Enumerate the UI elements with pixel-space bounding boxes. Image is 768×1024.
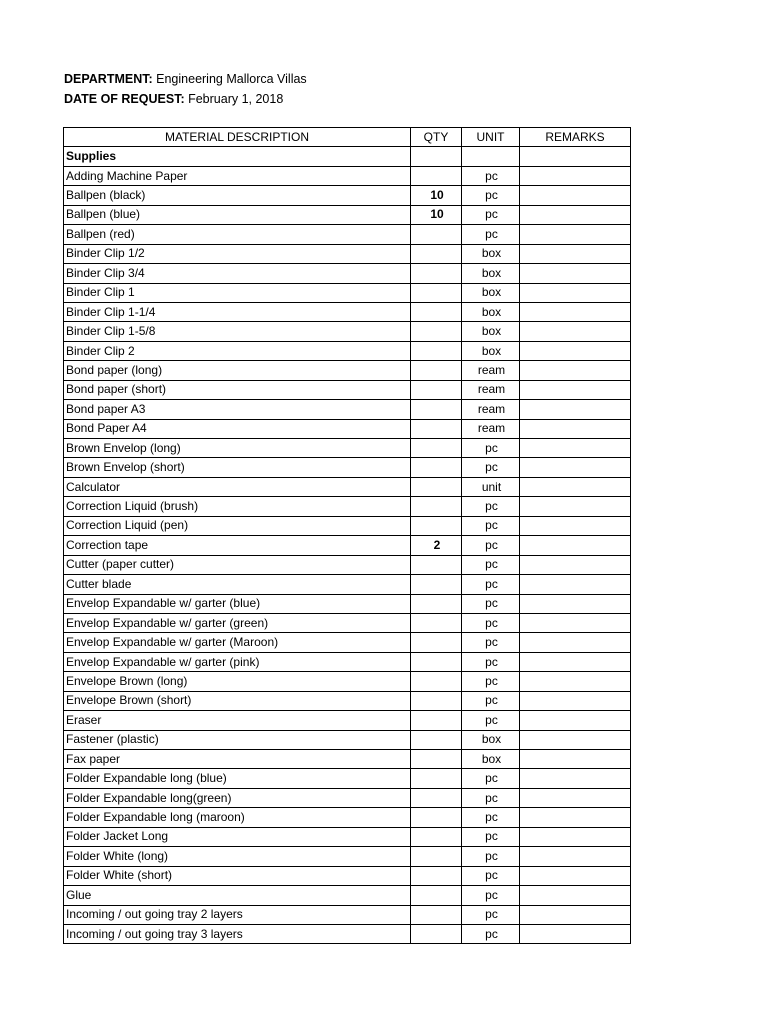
qty-cell — [411, 672, 462, 691]
section-title: Supplies — [64, 147, 411, 166]
remarks-cell — [520, 827, 631, 846]
remarks-cell — [520, 166, 631, 185]
unit-cell: pc — [462, 594, 520, 613]
unit-cell: ream — [462, 361, 520, 380]
remarks-cell — [520, 555, 631, 574]
qty-cell — [411, 788, 462, 807]
table-row — [64, 341, 631, 360]
table-row — [64, 380, 631, 399]
table-row — [64, 672, 631, 691]
qty-cell — [411, 691, 462, 710]
column-header-qty: QTY — [411, 128, 462, 147]
unit-cell: pc — [462, 633, 520, 652]
column-header-unit: UNIT — [462, 128, 520, 147]
remarks-cell — [520, 419, 631, 438]
remarks-cell — [520, 633, 631, 652]
table-row — [64, 555, 631, 574]
desc-cell: Glue — [64, 886, 411, 905]
table-row — [64, 302, 631, 321]
remarks-cell — [520, 905, 631, 924]
remarks-cell — [520, 924, 631, 943]
table-row — [64, 575, 631, 594]
table-row — [64, 769, 631, 788]
desc-cell: Folder Jacket Long — [64, 827, 411, 846]
qty-cell — [411, 283, 462, 302]
table-row — [64, 400, 631, 419]
desc-cell: Folder Expandable long (blue) — [64, 769, 411, 788]
table-row — [64, 886, 631, 905]
department-value: Engineering Mallorca Villas — [156, 72, 307, 86]
table-row — [64, 808, 631, 827]
qty-cell — [411, 613, 462, 632]
qty-cell — [411, 341, 462, 360]
department-line — [64, 70, 307, 90]
table-row — [64, 788, 631, 807]
desc-cell: Folder White (short) — [64, 866, 411, 885]
remarks-cell — [520, 594, 631, 613]
qty-cell — [411, 497, 462, 516]
desc-cell: Envelop Expandable w/ garter (Maroon) — [64, 633, 411, 652]
desc-cell: Eraser — [64, 711, 411, 730]
qty-cell — [411, 361, 462, 380]
table-row — [64, 594, 631, 613]
desc-cell: Envelop Expandable w/ garter (pink) — [64, 652, 411, 671]
remarks-cell — [520, 691, 631, 710]
unit-cell: box — [462, 341, 520, 360]
qty-cell — [411, 886, 462, 905]
remarks-cell — [520, 225, 631, 244]
remarks-cell — [520, 808, 631, 827]
table-row — [64, 750, 631, 769]
qty-cell — [411, 516, 462, 535]
table-row — [64, 711, 631, 730]
unit-cell: box — [462, 322, 520, 341]
desc-cell: Ballpen (blue) — [64, 205, 411, 224]
table-row — [64, 652, 631, 671]
unit-cell: pc — [462, 458, 520, 477]
desc-cell: Brown Envelop (long) — [64, 439, 411, 458]
date-value: February 1, 2018 — [188, 91, 284, 106]
table-row — [64, 166, 631, 185]
unit-cell: pc — [462, 924, 520, 943]
remarks-cell — [520, 264, 631, 283]
remarks-cell — [520, 244, 631, 263]
unit-cell — [462, 147, 520, 166]
date-line — [64, 90, 307, 110]
remarks-cell — [520, 575, 631, 594]
remarks-cell — [520, 866, 631, 885]
remarks-cell — [520, 186, 631, 205]
table-row — [64, 322, 631, 341]
unit-cell: pc — [462, 613, 520, 632]
unit-cell: pc — [462, 886, 520, 905]
qty-cell — [411, 750, 462, 769]
remarks-cell — [520, 730, 631, 749]
qty-cell — [411, 244, 462, 263]
table-row — [64, 536, 631, 555]
desc-cell: Envelope Brown (short) — [64, 691, 411, 710]
qty-cell — [411, 458, 462, 477]
unit-cell: box — [462, 283, 520, 302]
desc-cell: Correction Liquid (pen) — [64, 516, 411, 535]
remarks-cell — [520, 672, 631, 691]
qty-cell — [411, 652, 462, 671]
qty-cell — [411, 730, 462, 749]
table-row — [64, 186, 631, 205]
desc-cell: Correction Liquid (brush) — [64, 497, 411, 516]
unit-cell: pc — [462, 536, 520, 555]
unit-cell: pc — [462, 166, 520, 185]
qty-cell — [411, 594, 462, 613]
table-row — [64, 497, 631, 516]
remarks-cell — [520, 652, 631, 671]
remarks-cell — [520, 361, 631, 380]
remarks-cell — [520, 147, 631, 166]
unit-cell: unit — [462, 477, 520, 496]
desc-cell: Fax paper — [64, 750, 411, 769]
desc-cell: Ballpen (black) — [64, 186, 411, 205]
remarks-cell — [520, 458, 631, 477]
unit-cell: pc — [462, 691, 520, 710]
qty-cell — [411, 827, 462, 846]
table-row — [64, 477, 631, 496]
qty-cell — [411, 866, 462, 885]
remarks-cell — [520, 205, 631, 224]
unit-cell: box — [462, 750, 520, 769]
section-row — [64, 147, 631, 166]
table-row — [64, 847, 631, 866]
request-header — [64, 70, 307, 109]
table-row — [64, 419, 631, 438]
remarks-cell — [520, 380, 631, 399]
qty-cell — [411, 555, 462, 574]
remarks-cell — [520, 439, 631, 458]
remarks-cell — [520, 283, 631, 302]
unit-cell: box — [462, 302, 520, 321]
unit-cell: ream — [462, 400, 520, 419]
table-row — [64, 827, 631, 846]
desc-cell: Bond paper A3 — [64, 400, 411, 419]
desc-cell: Incoming / out going tray 2 layers — [64, 905, 411, 924]
unit-cell: pc — [462, 439, 520, 458]
table-row — [64, 905, 631, 924]
table-row — [64, 361, 631, 380]
unit-cell: pc — [462, 516, 520, 535]
table-row — [64, 283, 631, 302]
unit-cell: pc — [462, 808, 520, 827]
material-request-table — [63, 127, 631, 944]
desc-cell: Binder Clip 1-5/8 — [64, 322, 411, 341]
qty-cell: 10 — [411, 205, 462, 224]
date-label: DATE OF REQUEST: — [64, 91, 185, 106]
remarks-cell — [520, 302, 631, 321]
qty-cell — [411, 924, 462, 943]
qty-cell — [411, 769, 462, 788]
qty-cell — [411, 380, 462, 399]
table-row — [64, 439, 631, 458]
unit-cell: pc — [462, 847, 520, 866]
remarks-cell — [520, 516, 631, 535]
table-row — [64, 866, 631, 885]
remarks-cell — [520, 788, 631, 807]
unit-cell: box — [462, 264, 520, 283]
desc-cell: Binder Clip 1 — [64, 283, 411, 302]
qty-cell — [411, 477, 462, 496]
desc-cell: Bond paper (short) — [64, 380, 411, 399]
table-row — [64, 633, 631, 652]
unit-cell: box — [462, 244, 520, 263]
unit-cell: pc — [462, 905, 520, 924]
remarks-cell — [520, 847, 631, 866]
desc-cell: Binder Clip 2 — [64, 341, 411, 360]
remarks-cell — [520, 711, 631, 730]
qty-cell — [411, 905, 462, 924]
department-label: DEPARTMENT: — [64, 72, 153, 86]
remarks-cell — [520, 886, 631, 905]
unit-cell: pc — [462, 555, 520, 574]
desc-cell: Brown Envelop (short) — [64, 458, 411, 477]
remarks-cell — [520, 613, 631, 632]
remarks-cell — [520, 322, 631, 341]
unit-cell: pc — [462, 186, 520, 205]
desc-cell: Envelop Expandable w/ garter (blue) — [64, 594, 411, 613]
unit-cell: pc — [462, 497, 520, 516]
qty-cell — [411, 439, 462, 458]
qty-cell — [411, 322, 462, 341]
desc-cell: Folder White (long) — [64, 847, 411, 866]
qty-cell — [411, 302, 462, 321]
table-row — [64, 244, 631, 263]
unit-cell: pc — [462, 575, 520, 594]
remarks-cell — [520, 497, 631, 516]
unit-cell: ream — [462, 380, 520, 399]
qty-cell — [411, 166, 462, 185]
qty-cell — [411, 147, 462, 166]
desc-cell: Folder Expandable long (maroon) — [64, 808, 411, 827]
desc-cell: Correction tape — [64, 536, 411, 555]
qty-cell — [411, 419, 462, 438]
desc-cell: Cutter (paper cutter) — [64, 555, 411, 574]
desc-cell: Envelop Expandable w/ garter (green) — [64, 613, 411, 632]
qty-cell — [411, 575, 462, 594]
table-row — [64, 205, 631, 224]
remarks-cell — [520, 769, 631, 788]
table-row — [64, 225, 631, 244]
qty-cell: 2 — [411, 536, 462, 555]
column-header-description: MATERIAL DESCRIPTION — [64, 128, 411, 147]
desc-cell: Cutter blade — [64, 575, 411, 594]
qty-cell — [411, 225, 462, 244]
table-row — [64, 730, 631, 749]
unit-cell: pc — [462, 866, 520, 885]
table-row — [64, 691, 631, 710]
desc-cell: Bond Paper A4 — [64, 419, 411, 438]
table-row — [64, 516, 631, 535]
unit-cell: pc — [462, 652, 520, 671]
unit-cell: pc — [462, 225, 520, 244]
table-row — [64, 458, 631, 477]
desc-cell: Binder Clip 3/4 — [64, 264, 411, 283]
qty-cell — [411, 808, 462, 827]
remarks-cell — [520, 400, 631, 419]
table-row — [64, 264, 631, 283]
table-header-row — [64, 128, 631, 147]
remarks-cell — [520, 750, 631, 769]
unit-cell: pc — [462, 769, 520, 788]
desc-cell: Calculator — [64, 477, 411, 496]
column-header-remarks: REMARKS — [520, 128, 631, 147]
unit-cell: pc — [462, 827, 520, 846]
remarks-cell — [520, 341, 631, 360]
qty-cell — [411, 400, 462, 419]
unit-cell: box — [462, 730, 520, 749]
desc-cell: Binder Clip 1-1/4 — [64, 302, 411, 321]
desc-cell: Incoming / out going tray 3 layers — [64, 924, 411, 943]
unit-cell: pc — [462, 788, 520, 807]
table-row — [64, 613, 631, 632]
desc-cell: Fastener (plastic) — [64, 730, 411, 749]
unit-cell: ream — [462, 419, 520, 438]
unit-cell: pc — [462, 205, 520, 224]
desc-cell: Folder Expandable long(green) — [64, 788, 411, 807]
qty-cell — [411, 633, 462, 652]
qty-cell — [411, 847, 462, 866]
qty-cell — [411, 711, 462, 730]
table-row — [64, 924, 631, 943]
desc-cell: Binder Clip 1/2 — [64, 244, 411, 263]
desc-cell: Adding Machine Paper — [64, 166, 411, 185]
qty-cell: 10 — [411, 186, 462, 205]
desc-cell: Ballpen (red) — [64, 225, 411, 244]
unit-cell: pc — [462, 672, 520, 691]
remarks-cell — [520, 477, 631, 496]
unit-cell: pc — [462, 711, 520, 730]
remarks-cell — [520, 536, 631, 555]
desc-cell: Envelope Brown (long) — [64, 672, 411, 691]
desc-cell: Bond paper (long) — [64, 361, 411, 380]
qty-cell — [411, 264, 462, 283]
